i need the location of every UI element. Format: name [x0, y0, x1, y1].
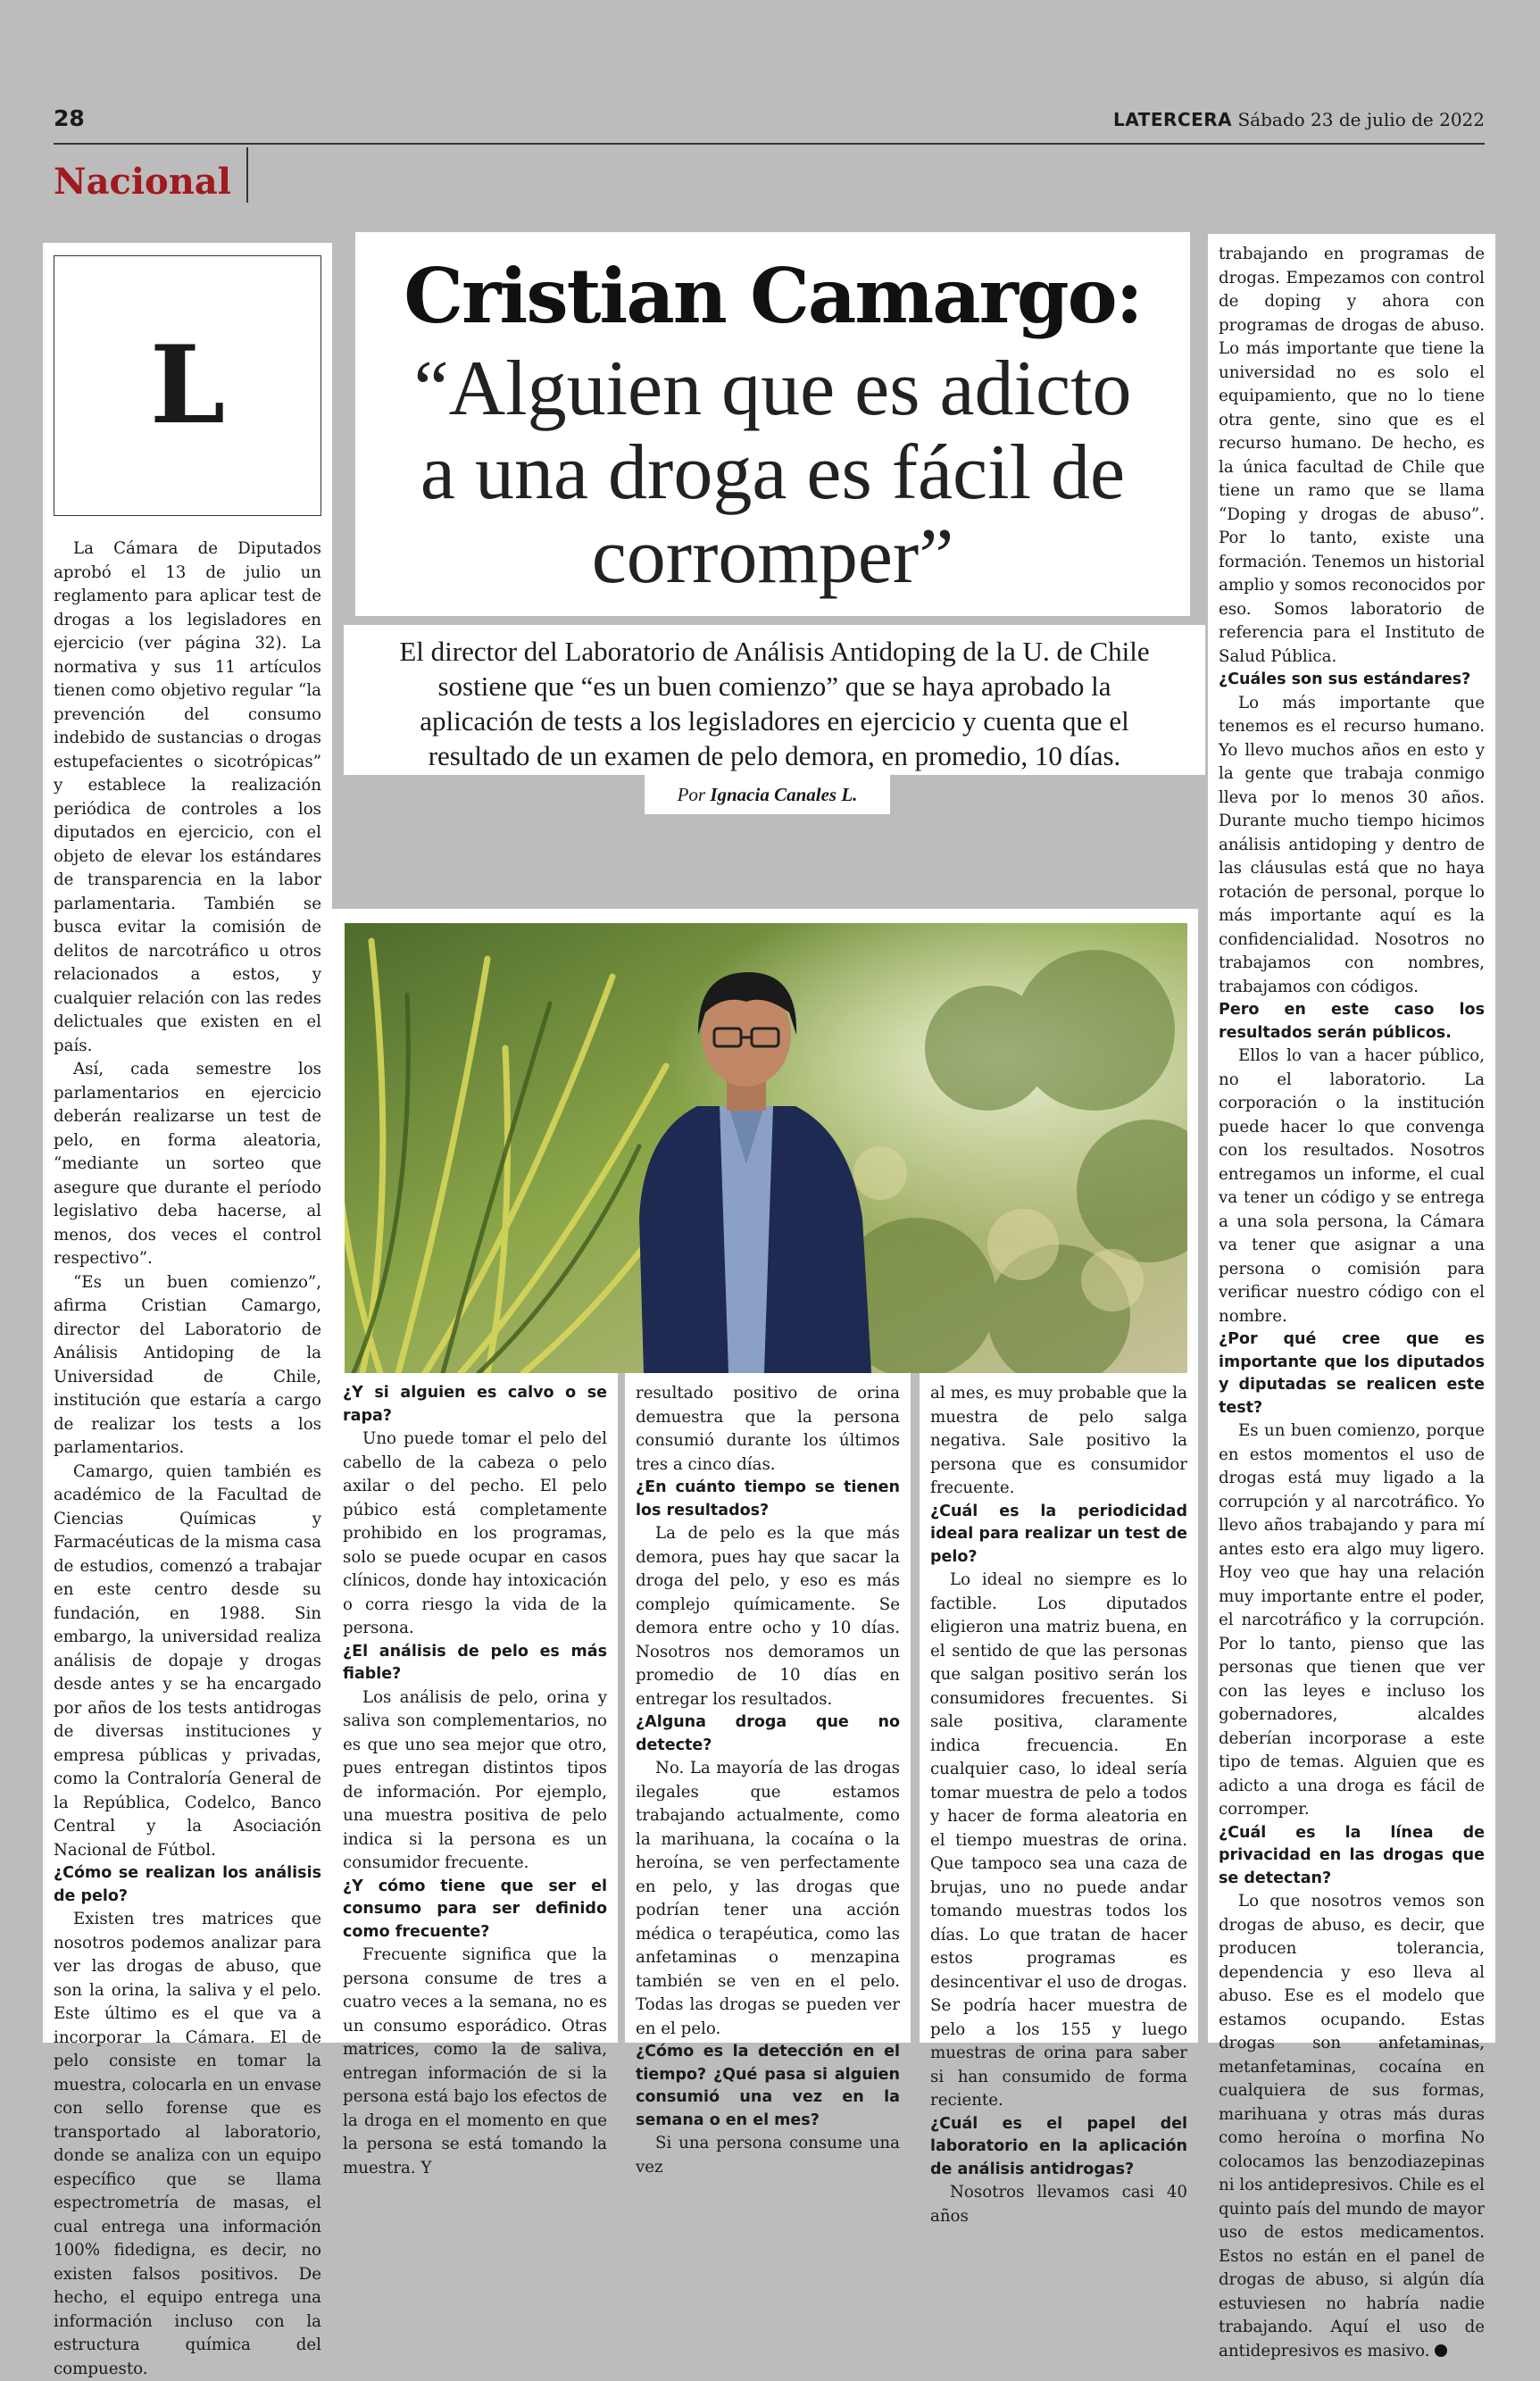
body-paragraph: Lo que nosotros vemos son drogas de abuso, es decir, que producen tolerancia, dependencia y eso lleva al abuso. Ese es el modelo que estamos ocupando. Estas drogas son anfetaminas, metanfetaminas, cocaína en cualquiera de sus formas, marihuana y otras más duras como heroína o morfina No colocamos las benzodiazepinas ni los antidepresivos. Chile es el quinto país del mundo de mayor uso de estos medicamentos. Estos no están en el panel de drogas de abuso, si algún día estuviesen no habría nadie trabajando. Aquí el uso de antidepresivos es masivo.: [1219, 1892, 1485, 2360]
deck-line: sostiene que “es un buen comienzo” que se haya aprobado la: [437, 670, 1111, 702]
deck-line: aplicación de tests a los legisladores en ejercicio y cuenta que el: [420, 705, 1129, 737]
portrait-image: [345, 923, 1187, 1373]
column-1: [43, 243, 332, 2378]
body-paragraph: trabajando en programas de drogas. Empezamos con control de doping y ahora con programas de drogas de abuso. Lo más importante que tiene la universidad no es solo el equipamiento, que no lo tiene otra gente, sino que es el recurso humano. De hecho, es la única facultad de Chile que tiene un ramo que se llama “Doping y drogas de abuso”. Por lo tanto, existe una formación. Tenemos un historial amplio y somos reconocidos por eso. Somos laboratorio de referencia para el Instituto de Salud Pública.: [1219, 245, 1485, 666]
body-paragraph: “Es un buen comienzo”, afirma Cristian Camargo, director del Laboratorio de Análisis Antidoping de la Universidad de Chile, institución que estaría a cargo de realizar los tests a los parlamentarios.: [54, 1272, 321, 1457]
deck: [344, 625, 1205, 775]
end-mark-icon: [1435, 2344, 1447, 2357]
body-paragraph: Frecuente significa que la persona consume de tres a cuatro veces a la semana, no es un consumo esporádico. Otras matrices, como la de saliva, entregan información de si la persona está bajo los efectos de la droga en el momento en que la persona se está tomando la muestra. Y: [343, 1945, 607, 2177]
column-3: [625, 1373, 911, 2177]
interview-question: ¿Por qué cree que es importante que los diputados y diputadas se realicen este test?: [1219, 1330, 1485, 1417]
page-number: 28: [54, 105, 85, 131]
body-paragraph: Nosotros llevamos casi 40 años: [930, 2183, 1187, 2226]
column-4-body: [930, 1382, 1187, 2228]
body-paragraph: Si una persona consume una vez: [636, 2134, 900, 2177]
interview-question: ¿Cómo es la detección en el tiempo? ¿Qué pasa si alguien consumió una vez en la semana o en el mes?: [636, 2043, 900, 2129]
interview-question: ¿Cómo se realizan los análisis de pelo?: [54, 1864, 321, 1905]
interview-question: ¿Y cómo tiene que ser el consumo para ser definido como frecuente?: [343, 1877, 607, 1941]
body-paragraph: La Cámara de Diputados aprobó el 13 de julio un reglamento para aplicar test de drogas a los legisladores en ejercicio (ver página 32). La normativa y sus 11 artículos tienen como objetivo regular “la prevención del consumo indebido de sustancias o drogas estupefacientes o sicotrópicas” y establece la realización periódica de controles a los diputados en ejercicio, con el objeto de elevar los estándares de transparencia en la labor parlamentaria. También se busca evitar la comisión de delitos de narcotráfico u otros relacionados a estos, y cualquier relación con las redes delictuales que existen en el país.: [54, 539, 321, 1055]
column-3-body: [636, 1382, 900, 2179]
interview-question: ¿Alguna droga que no detecte?: [636, 1713, 900, 1754]
interview-question: ¿Cuál es la periodicidad ideal para realizar un test de pelo?: [930, 1502, 1187, 1566]
headline-quote-line: corromper”: [591, 513, 954, 600]
body-paragraph: Los análisis de pelo, orina y saliva son complementarios, no es que uno sea mejor que otro, pues entregan distintos tipos de información. Por ejemplo, una muestra positiva de pelo indica si la persona es un consumidor frecuente.: [343, 1687, 607, 1872]
headline-name: Cristian Camargo:: [404, 252, 1142, 340]
column-2-body: [343, 1382, 607, 2180]
headline-quote-line: a una droga es fácil de: [420, 429, 1126, 516]
byline-author: Ignacia Canales L.: [710, 784, 858, 805]
body-paragraph: Uno puede tomar el pelo del cabello de la cabeza o pelo axilar o del pecho. El pelo púbico está completamente prohibido en los programas, solo se puede ocupar en casos clínicos, donde hay intoxicación o corra riesgo la vida de la persona.: [343, 1429, 607, 1637]
headline-box: [355, 232, 1190, 616]
brand-logo: LATERCERA: [1113, 109, 1233, 130]
body-paragraph: Es un buen comienzo, porque en estos momentos el uso de drogas está muy ligado a la corrupción y al narcotráfico. Yo llevo años trabajando y para mí antes esto era algo muy ligero. Hoy veo que hay una relación muy importante entre el poder, el narcotráfico y la corrupción. Por lo tanto, pienso que las personas que tienen que ver con las leyes e incluso los gobernadores, alcaldes deberían incorporase a este tipo de temas. Alguien que es adicto a una droga es fácil de corromper.: [1219, 1421, 1485, 1819]
header-rule: [54, 143, 1485, 145]
interview-question: ¿En cuánto tiempo se tienen los resultados?: [636, 1478, 900, 1519]
column-5: [1208, 234, 1495, 2360]
headline-quote-line: “Alguien que es adicto: [413, 345, 1132, 432]
body-paragraph: al mes, es muy probable que la muestra de pelo salga negativa. Sale positivo la persona que es consumidor frecuente.: [930, 1384, 1187, 1497]
interview-question: ¿Y si alguien es calvo o se rapa?: [343, 1384, 607, 1425]
deck-line: El director del Laboratorio de Análisis Antidoping de la U. de Chile: [399, 636, 1150, 667]
body-paragraph: Lo ideal no siempre es lo factible. Los diputados eligieron una matriz buena, en el sentido de que las personas que salgan positivo serán los consumidores frecuentes. Si sale positiva, claramente indica frecuencia. En cualquier caso, lo ideal sería tomar muestra de pelo a todos y hacer de forma aleatoria en el tiempo muestras de orina. Que tampoco sea una caza de brujas, uno no puede andar tomando muestras todos los días. Lo que tratan de hacer estos programas es desincentivar el uso de drogas. Se podría hacer muestra de pelo a los 155 y luego muestras de orina para saber si han consumido de forma reciente.: [930, 1570, 1187, 2110]
section-separator: [246, 147, 248, 203]
interview-question: ¿Cuál es el papel del laboratorio en la aplicación de análisis antidrogas?: [930, 2114, 1187, 2178]
body-paragraph: Ellos lo van a hacer público, no el laboratorio. La corporación o la institución puede hacer lo que convenga con los resultados. Nosotros entregamos un informe, el cual va tener un código y se entrega a una sola persona, la Cámara va tener que asignar a una persona o comisión para verificar nuestro código con el nombre.: [1219, 1046, 1485, 1326]
drop-cap: L: [54, 255, 321, 516]
column-1-body: [54, 537, 321, 2381]
portrait-photo: [332, 909, 1198, 1373]
issue-date: Sábado 23 de julio de 2022: [1237, 109, 1485, 130]
body-paragraph: resultado positivo de orina demuestra que la persona consumió durante los últimos tres a cinco días.: [636, 1384, 900, 1474]
headline-quote: [355, 347, 1190, 599]
masthead: [1113, 109, 1485, 130]
byline-prefix: Por: [677, 784, 706, 805]
body-paragraph: Lo más importante que tenemos es el recurso humano. Yo llevo muchos años en esto y la gente que trabaja conmigo lleva por lo menos 30 años. Durante mucho tiempo hicimos análisis antidoping y dentro de las cláusulas está que no haya rotación de personal, porque lo más importante aquí es la confidencialidad. Nosotros no trabajamos con nombres, trabajamos con códigos.: [1219, 693, 1485, 996]
interview-question: ¿Cuál es la línea de privacidad en las drogas que se detectan?: [1219, 1823, 1485, 1887]
column-4: [920, 1373, 1198, 2226]
body-paragraph: Así, cada semestre los parlamentarios en ejercicio deberán realizarse un test de pelo, en forma aleatoria, “mediante un sorteo que asegure que durante el período legislativo deba hacerse, al menos, dos veces el control respectivo”.: [54, 1060, 321, 1268]
column-2: [332, 1373, 618, 2177]
interview-question: ¿El análisis de pelo es más fiable?: [343, 1642, 607, 1683]
interview-question: Pero en este caso los resultados serán públicos.: [1219, 1001, 1485, 1042]
section-label: Nacional: [54, 161, 231, 203]
body-paragraph: Existen tres matrices que nosotros podemos analizar para ver las drogas de abuso, que son la orina, la saliva y el pelo. Este último es el que va a incorporar la Cámara. El de pelo consiste en tomar la muestra, colocarla en un envase con sello forense que es transportado al laboratorio, donde se analiza con un equipo específico que se llama espectrometría de masas, el cual entrega una información 100% fidedigna, es decir, no existen falsos positivos. De hecho, el equipo entrega una información incluso con la estructura química del compuesto.: [54, 1910, 321, 2378]
column-5-body: [1219, 243, 1485, 2363]
byline: [645, 775, 890, 814]
deck-line: resultado de un examen de pelo demora, en promedio, 10 días.: [428, 740, 1121, 771]
body-paragraph: La de pelo es la que más demora, pues hay que sacar la droga del pelo, y eso es más complejo químicamente. Se demora entre ocho y 10 días. Nosotros nos demoramos un promedio de 10 días en entregar los resultados.: [636, 1524, 900, 1709]
interview-question: ¿Cuáles son sus estándares?: [1219, 670, 1471, 688]
body-paragraph: Camargo, quien también es académico de la Facultad de Ciencias Químicas y Farmacéuticas de la misma casa de estudios, comenzó a trabajar en este centro desde su fundación, en 1988. Sin embargo, la universidad realiza análisis de dopaje y drogas desde antes y se ha encargado por años de los tests antidrogas de diversas instituciones y empresa públicas y privadas, como la Contraloría General de la República, Codelco, Banco Central y la Asociación Nacional de Fútbol.: [54, 1461, 321, 1860]
body-paragraph: No. La mayoría de las drogas ilegales que estamos trabajando actualmente, como la marihuana, la cocaína o la heroína, se ven perfectamente en pelo, y las drogas que podrían tener una acción médica o terapéutica, como las anfetaminas o menzapina también se ven en el pelo. Todas las drogas se pueden ver en el pelo.: [636, 1759, 900, 2038]
